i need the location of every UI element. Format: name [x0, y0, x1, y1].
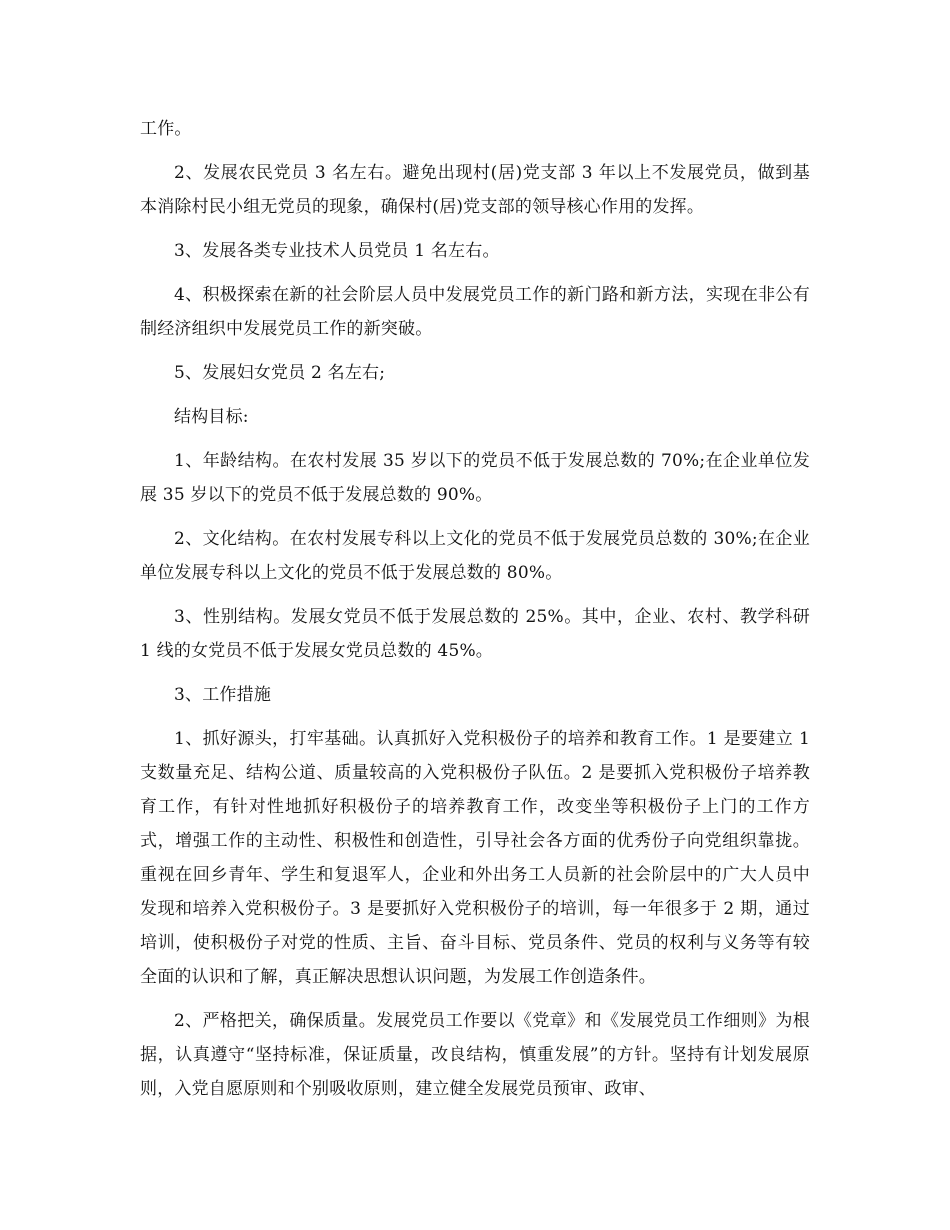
paragraph-quality-control: 2、严格把关，确保质量。发展党员工作要以《党章》和《发展党员工作细则》为根据，认真遵守“坚持标准，保证质量，改良结构，慎重发展”的方针。坚持有计划发展原则，入党自愿原则和个别吸收原则，建立健全发展党员预审、政审、 [140, 1011, 810, 1099]
document-body [140, 112, 810, 1116]
paragraph-age-structure: 1、年龄结构。在农村发展 35 岁以下的党员不低于发展总数的 70%;在企业单位发展 35 岁以下的党员不低于发展总数的 90%。 [140, 451, 810, 505]
section-heading-structure-goals: 结构目标: [174, 407, 249, 427]
paragraph-gender-structure: 3、性别结构。发展女党员不低于发展总数的 25%。其中，企业、农村、教学科研 1 线的女党员不低于发展女党员总数的 45%。 [140, 607, 810, 661]
paragraph-farmer-members: 2、发展农民党员 3 名左右。避免出现村(居)党支部 3 年以上不发展党员，做到基本消除村民小组无党员的现象，确保村(居)党支部的领导核心作用的发挥。 [140, 163, 810, 217]
paragraph-source-foundation: 1、抓好源头，打牢基础。认真抓好入党积极份子的培养和教育工作。1 是要建立 1 支数量充足、结构公道、质量较高的入党积极份子队伍。2 是要抓入党积极份子培养教育工作，有针对性地抓好积极份子的培养教育工作，改变坐等积极份子上门的工作方式，增强工作的主动性、积极性和创造性，引导社会各方面的优秀份子向党组织靠拢。重视在回乡青年、学生和复退军人，企业和外出务工人员新的社会阶层中的广大人员中发现和培养入党积极份子。3 是要抓好入党积极份子的培训，每一年很多于 2 期，通过培训，使积极份子对党的性质、主旨、奋斗目标、党员条件、党员的权利与义务等有较全面的认识和了解，真正解决思想认识问题，为发展工作创造条件。 [140, 729, 810, 987]
paragraph-technical-members: 3、发展各类专业技术人员党员 1 名左右。 [174, 241, 500, 261]
paragraph-continuation: 工作。 [140, 119, 192, 139]
paragraph-new-social-strata: 4、积极探索在新的社会阶层人员中发展党员工作的新门路和新方法，实现在非公有制经济组织中发展党员工作的新突破。 [140, 285, 810, 339]
paragraph-women-members: 5、发展妇女党员 2 名左右; [174, 363, 386, 383]
section-heading-work-measures: 3、工作措施 [174, 685, 272, 705]
paragraph-education-structure: 2、文化结构。在农村发展专科以上文化的党员不低于发展党员总数的 30%;在企业单位发展专科以上文化的党员不低于发展总数的 80%。 [140, 529, 810, 583]
